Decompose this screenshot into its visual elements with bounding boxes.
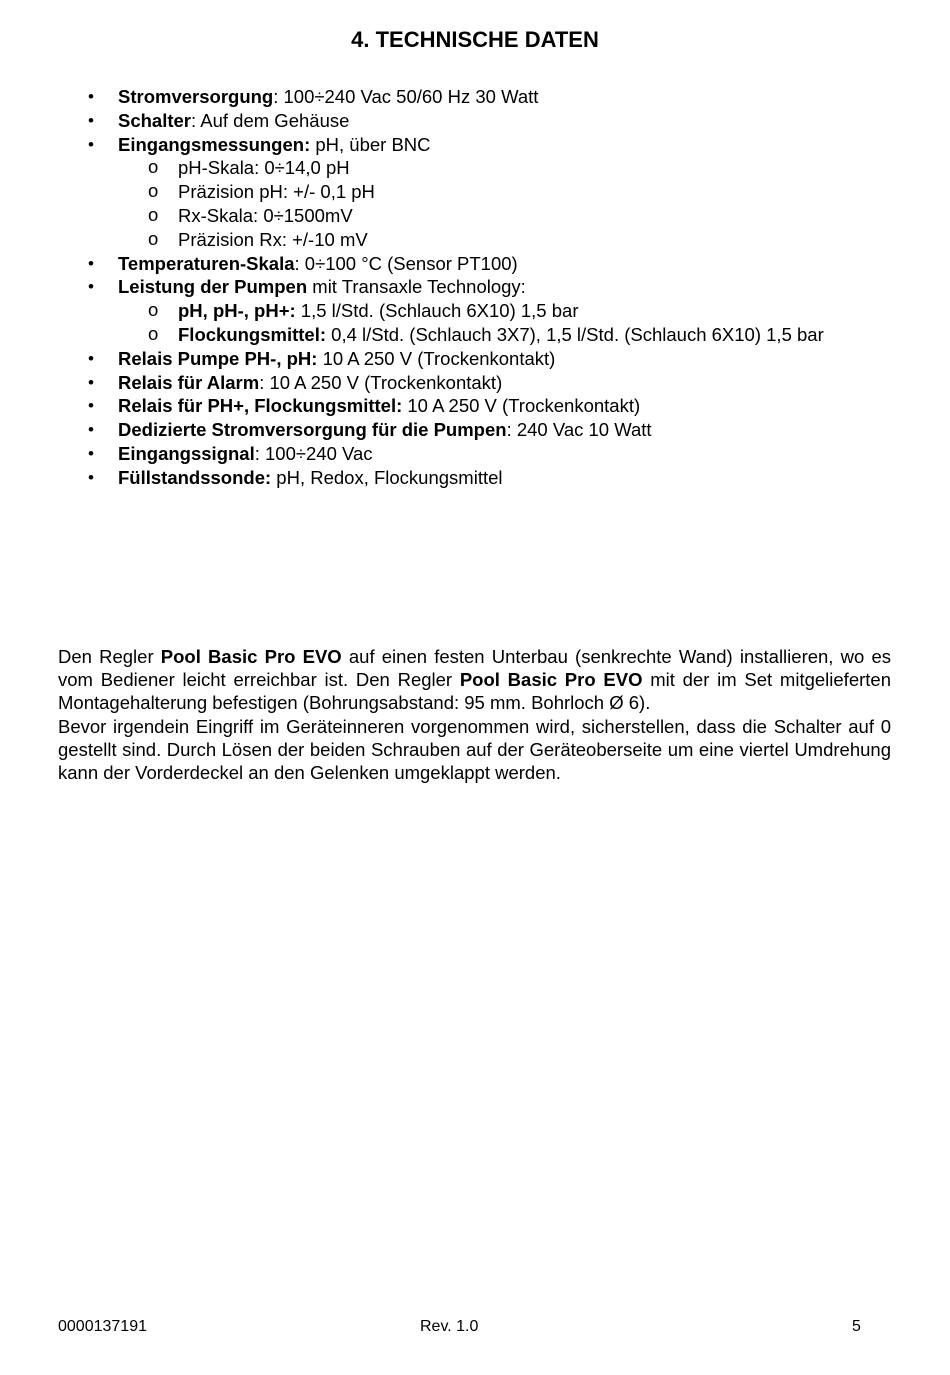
spec-value: : 240 Vac 10 Watt bbox=[506, 419, 652, 441]
safety-paragraph: Bevor irgendein Eingriff im Geräteinneren vorgenommen wird, sicherstellen, dass die Schalter auf 0 gestellt sind. Durch Lösen der beiden Schrauben auf der Geräteoberseite um eine viertel Umdrehung kann der Vorderdeckel an den Gelenken umgeklappt werden. bbox=[58, 715, 891, 784]
spec-label: Relais für Alarm bbox=[118, 371, 260, 393]
spec-value: : Auf dem Gehäuse bbox=[191, 109, 350, 131]
spec-item bbox=[88, 371, 908, 395]
spec-item bbox=[88, 85, 908, 109]
spec-label: Flockungsmittel: bbox=[178, 323, 327, 345]
bullet-icon: • bbox=[88, 443, 94, 463]
spec-item bbox=[88, 418, 908, 442]
spec-subitem bbox=[88, 204, 908, 228]
spec-value: Rx-Skala: 0÷1500mV bbox=[178, 204, 353, 226]
circle-bullet-icon: o bbox=[148, 203, 159, 225]
bullet-icon: • bbox=[88, 372, 94, 392]
section-heading: 4. TECHNISCHE DATEN bbox=[351, 27, 599, 52]
spec-value: 10 A 250 V (Trockenkontakt) bbox=[317, 347, 556, 369]
spec-value: Präzision pH: +/- 0,1 pH bbox=[178, 181, 375, 203]
spec-subitem bbox=[88, 156, 908, 180]
spec-label: Temperaturen-Skala bbox=[118, 252, 295, 274]
spec-value: pH-Skala: 0÷14,0 pH bbox=[178, 157, 350, 179]
bullet-icon: • bbox=[88, 253, 94, 273]
bullet-icon: • bbox=[88, 420, 94, 440]
bullet-icon: • bbox=[88, 467, 94, 487]
circle-bullet-icon: o bbox=[148, 299, 159, 321]
installation-text bbox=[58, 645, 891, 784]
spec-value: : 0÷100 °C (Sensor PT100) bbox=[294, 252, 518, 274]
spec-subitem bbox=[88, 180, 908, 204]
spec-value: mit Transaxle Technology: bbox=[307, 276, 526, 298]
spec-subitem bbox=[88, 228, 908, 252]
document-number: 0000137191 bbox=[58, 1318, 147, 1335]
spec-label: Relais Pumpe PH-, pH: bbox=[118, 347, 318, 369]
spec-item bbox=[88, 466, 908, 490]
spec-label: Dedizierte Stromversorgung für die Pumpen bbox=[118, 419, 507, 441]
spec-label: Leistung der Pumpen bbox=[118, 276, 308, 298]
spec-subitem bbox=[88, 323, 908, 347]
spec-value: pH, über BNC bbox=[310, 133, 431, 155]
circle-bullet-icon: o bbox=[148, 227, 159, 249]
bullet-icon: • bbox=[88, 134, 94, 154]
spec-item bbox=[88, 252, 908, 276]
spec-value: 1,5 l/Std. (Schlauch 6X10) 1,5 bar bbox=[295, 300, 579, 322]
spec-value: : 100÷240 Vac bbox=[254, 442, 373, 464]
spec-value: 0,4 l/Std. (Schlauch 3X7), 1,5 l/Std. (Schlauch 6X10) 1,5 bar bbox=[326, 323, 824, 345]
bullet-icon: • bbox=[88, 87, 94, 106]
spec-item bbox=[88, 347, 908, 371]
product-name: Pool Basic Pro EVO bbox=[459, 669, 643, 691]
circle-bullet-icon: o bbox=[148, 322, 159, 344]
installation-paragraph: Den Regler Pool Basic Pro EVO auf einen festen Unterbau (senkrechte Wand) installieren, wo es vom Bediener leicht erreichbar ist. Den Regler Pool Basic Pro EVO mit der im Set mitgelieferten Montagehalterung befestigen (Bohrungsabstand: 95 mm. Bohrloch Ø 6). bbox=[58, 646, 891, 714]
bullet-icon: • bbox=[88, 396, 94, 416]
spec-label: Stromversorgung bbox=[118, 86, 274, 107]
bullet-icon: • bbox=[88, 348, 94, 368]
spec-label: Eingangsmessungen: bbox=[118, 133, 311, 155]
spec-value: 10 A 250 V (Trockenkontakt) bbox=[402, 395, 641, 417]
bullet-icon: • bbox=[88, 110, 94, 130]
spec-label: pH, pH-, pH+: bbox=[178, 300, 296, 322]
spec-label: Relais für PH+, Flockungsmittel: bbox=[118, 395, 403, 417]
spec-value: : 100÷240 Vac 50/60 Hz 30 Watt bbox=[273, 86, 539, 107]
bullet-icon: • bbox=[88, 277, 94, 297]
revision-label: Rev. 1.0 bbox=[420, 1318, 479, 1335]
spec-value: pH, Redox, Flockungsmittel bbox=[271, 466, 503, 488]
spec-item bbox=[88, 133, 908, 157]
spec-item bbox=[88, 275, 908, 299]
spec-item bbox=[88, 442, 908, 466]
circle-bullet-icon: o bbox=[148, 156, 159, 178]
page-footer bbox=[0, 1318, 950, 1340]
spec-subitem bbox=[88, 299, 908, 323]
spec-label: Füllstandssonde: bbox=[118, 466, 272, 488]
spec-label: Eingangssignal bbox=[118, 442, 255, 464]
page-number: 5 bbox=[852, 1318, 861, 1335]
spec-label: Schalter bbox=[118, 109, 192, 131]
spec-item bbox=[88, 109, 908, 133]
spec-item bbox=[88, 394, 908, 418]
spec-value: Präzision Rx: +/-10 mV bbox=[178, 228, 368, 250]
product-name: Pool Basic Pro EVO bbox=[160, 646, 342, 667]
spec-value: : 10 A 250 V (Trockenkontakt) bbox=[259, 371, 503, 393]
circle-bullet-icon: o bbox=[148, 180, 159, 202]
spec-list bbox=[88, 85, 908, 490]
